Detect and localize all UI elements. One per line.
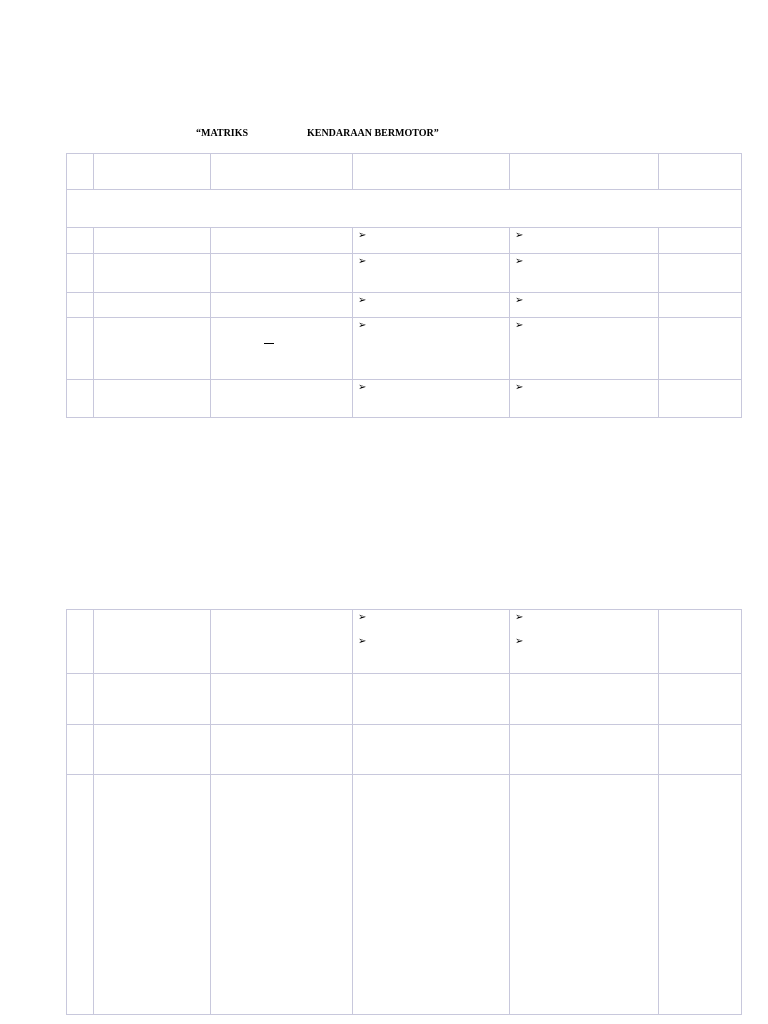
title-part-kendaraan: KENDARAAN BERMOTOR” [307, 128, 439, 139]
cell [67, 674, 94, 725]
cell [659, 254, 742, 293]
cell [94, 254, 211, 293]
cell [659, 318, 742, 380]
cell [353, 610, 510, 674]
cell [659, 293, 742, 318]
cell [211, 380, 353, 418]
cell [659, 380, 742, 418]
bullet-icon: ➢ [515, 295, 524, 306]
cell [67, 293, 94, 318]
cell [353, 318, 510, 380]
cell [94, 293, 211, 318]
cell [94, 318, 211, 380]
table-row [67, 775, 742, 1015]
cell [353, 674, 510, 725]
cell [353, 228, 510, 254]
bullet-icon: ➢ [515, 382, 524, 393]
table-row [67, 318, 742, 380]
table-row [67, 228, 742, 254]
dash-mark [264, 343, 274, 344]
table-row [67, 293, 742, 318]
cell [67, 254, 94, 293]
cell [659, 725, 742, 775]
cell [67, 228, 94, 254]
title-part-matriks: “MATRIKS [196, 128, 249, 139]
cell [659, 228, 742, 254]
section-cell [67, 190, 742, 228]
bullet-icon: ➢ [515, 612, 524, 623]
document-title [0, 128, 768, 144]
header-cell-6 [659, 154, 742, 190]
cell [94, 725, 211, 775]
table-row [67, 610, 742, 674]
table-header-row [67, 154, 742, 190]
cell [211, 674, 353, 725]
bullet-icon: ➢ [358, 636, 367, 647]
header-cell-5 [510, 154, 659, 190]
cell [211, 775, 353, 1015]
matrix-table-2 [66, 609, 742, 1015]
cell [94, 775, 211, 1015]
cell [659, 674, 742, 725]
cell [67, 775, 94, 1015]
cell [510, 725, 659, 775]
cell [659, 775, 742, 1015]
cell [94, 228, 211, 254]
cell [211, 318, 353, 380]
cell [510, 775, 659, 1015]
cell [67, 380, 94, 418]
bullet-icon: ➢ [358, 295, 367, 306]
cell [353, 293, 510, 318]
bullet-icon: ➢ [515, 230, 524, 241]
table-row [67, 674, 742, 725]
header-cell-no [67, 154, 94, 190]
cell [353, 775, 510, 1015]
cell [67, 725, 94, 775]
bullet-icon: ➢ [515, 320, 524, 331]
bullet-icon: ➢ [515, 636, 524, 647]
cell [211, 610, 353, 674]
cell [659, 610, 742, 674]
header-cell-2 [94, 154, 211, 190]
section-row [67, 190, 742, 228]
cell [353, 254, 510, 293]
cell [67, 318, 94, 380]
table-row [67, 725, 742, 775]
header-cell-3 [211, 154, 353, 190]
bullet-icon: ➢ [358, 612, 367, 623]
cell [510, 380, 659, 418]
bullet-icon: ➢ [358, 382, 367, 393]
cell [510, 228, 659, 254]
bullet-icon: ➢ [358, 320, 367, 331]
cell [211, 228, 353, 254]
cell [510, 318, 659, 380]
cell [211, 293, 353, 318]
bullet-icon: ➢ [358, 230, 367, 241]
header-cell-4 [353, 154, 510, 190]
cell [510, 293, 659, 318]
cell [94, 610, 211, 674]
cell [510, 610, 659, 674]
bullet-icon: ➢ [515, 256, 524, 267]
table-row [67, 380, 742, 418]
cell [67, 610, 94, 674]
cell [211, 725, 353, 775]
cell [353, 725, 510, 775]
cell [510, 254, 659, 293]
cell [94, 380, 211, 418]
cell [211, 254, 353, 293]
cell [353, 380, 510, 418]
cell [94, 674, 211, 725]
matrix-table-1 [66, 153, 742, 418]
cell [510, 674, 659, 725]
table-row [67, 254, 742, 293]
bullet-icon: ➢ [358, 256, 367, 267]
